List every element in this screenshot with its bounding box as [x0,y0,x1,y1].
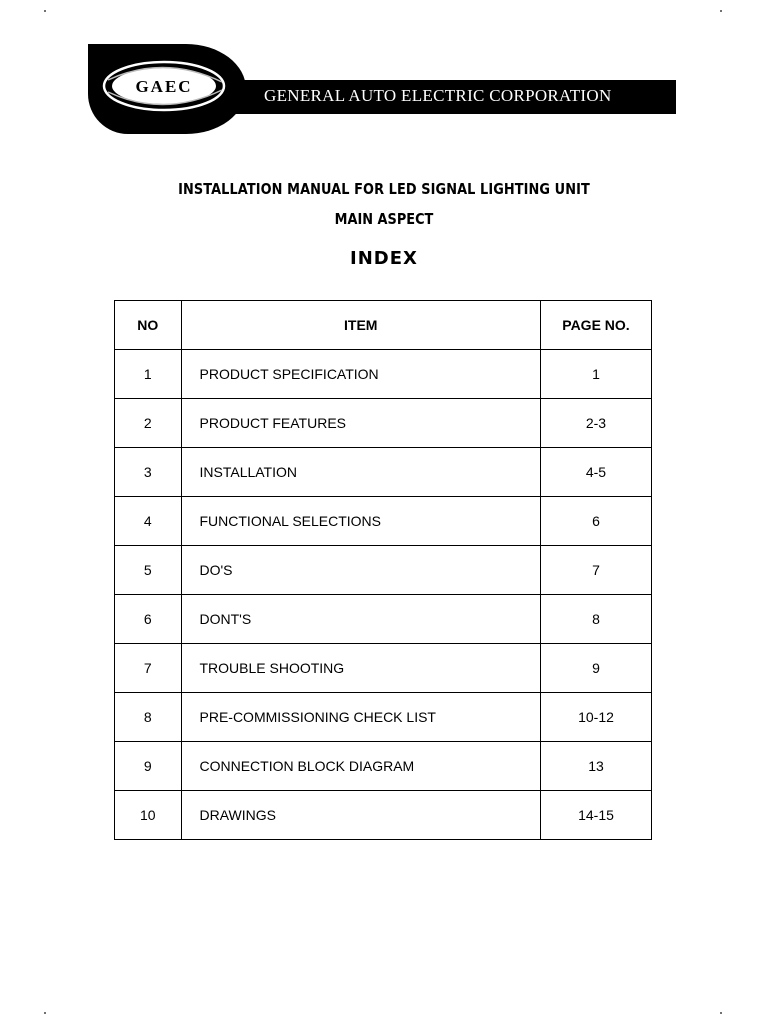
row-item: PRE-COMMISSIONING CHECK LIST [181,693,540,742]
header-item: ITEM [181,301,540,350]
row-page: 7 [540,546,651,595]
row-page: 14-15 [540,791,651,840]
row-item: DONT'S [181,595,540,644]
row-no: 5 [115,546,182,595]
table-row [115,742,652,791]
row-page: 10-12 [540,693,651,742]
row-page: 6 [540,497,651,546]
table-row [115,546,652,595]
corner-dot-top-right [720,10,722,12]
company-header [88,44,678,136]
row-item: DO'S [181,546,540,595]
header-no: NO [115,301,182,350]
row-item: DRAWINGS [181,791,540,840]
table-row [115,644,652,693]
row-item: PRODUCT FEATURES [181,399,540,448]
table-row [115,350,652,399]
row-no: 8 [115,693,182,742]
table-row [115,448,652,497]
logo-text: GAEC [135,77,193,96]
row-no: 1 [115,350,182,399]
row-page: 1 [540,350,651,399]
row-no: 9 [115,742,182,791]
row-page: 13 [540,742,651,791]
document-subtitle: MAIN ASPECT [334,210,434,228]
table-row [115,693,652,742]
gaec-logo [102,58,232,114]
section-heading: INDEX [350,248,418,269]
index-table [114,300,652,840]
table-header-row [115,301,652,350]
table-row [115,497,652,546]
row-item: PRODUCT SPECIFICATION [181,350,540,399]
row-no: 10 [115,791,182,840]
row-no: 4 [115,497,182,546]
row-item: INSTALLATION [181,448,540,497]
row-no: 7 [115,644,182,693]
table-row [115,791,652,840]
header-page: PAGE NO. [540,301,651,350]
corner-dot-top-left [44,10,46,12]
row-page: 2-3 [540,399,651,448]
row-page: 9 [540,644,651,693]
row-no: 2 [115,399,182,448]
row-page: 4-5 [540,448,651,497]
company-name: GENERAL AUTO ELECTRIC CORPORATION [264,86,612,105]
corner-dot-bottom-left [44,1012,46,1014]
table-row [115,595,652,644]
row-item: TROUBLE SHOOTING [181,644,540,693]
table-row [115,399,652,448]
row-item: CONNECTION BLOCK DIAGRAM [181,742,540,791]
row-no: 3 [115,448,182,497]
document-title: INSTALLATION MANUAL FOR LED SIGNAL LIGHTING UNIT [178,180,590,198]
corner-dot-bottom-right [720,1012,722,1014]
row-page: 8 [540,595,651,644]
row-no: 6 [115,595,182,644]
row-item: FUNCTIONAL SELECTIONS [181,497,540,546]
